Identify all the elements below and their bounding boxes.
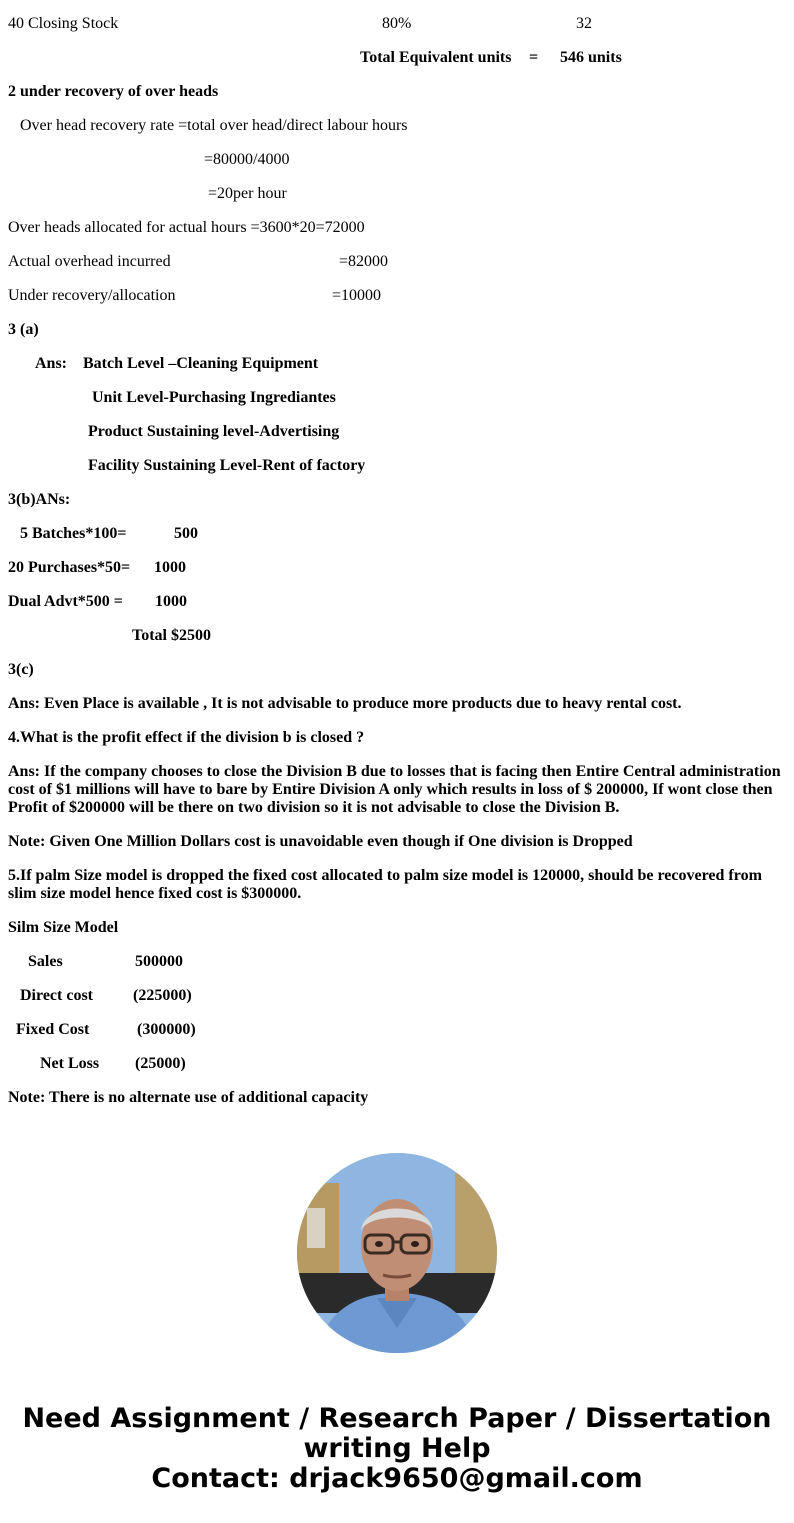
q2-heading: 2 under recovery of over heads [8,83,219,100]
q5-model-title: Silm Size Model [8,919,119,936]
author-photo [297,1153,497,1353]
q3b-row-label: 20 Purchases*50= [8,559,131,576]
q2-under-value: =10000 [332,287,382,304]
q5-note: Note: There is no alternate use of additional capacity [8,1089,369,1106]
q3b-heading: 3(b)ANs: [8,491,71,508]
q3a-item: Facility Sustaining Level-Rent of factory [88,457,366,474]
q4-note: Note: Given One Million Dollars cost is unavoidable even though if One division is Dropped [8,833,633,850]
q3a-ans-label: Ans: [35,355,68,372]
q3b-row-value: 1000 [154,559,186,576]
q2-calc-2: =20per hour [208,185,287,202]
q5-row-label: Fixed Cost [16,1021,90,1038]
portrait-icon [297,1153,497,1353]
closing-stock-units: 32 [576,15,592,32]
q4-question: 4.What is the profit effect if the division b is closed ? [8,729,365,746]
q3c-answer: Ans: Even Place is available , It is not advisable to produce more products due to heavy rental cost. [8,695,682,712]
q5-row-value: (225000) [133,987,192,1004]
promo-contact: Contact: drjack9650@gmail.com [151,1463,643,1494]
q3a-item: Unit Level-Purchasing Ingrediantes [92,389,336,406]
q2-rate-line: Over head recovery rate =total over head/direct labour hours [20,117,408,134]
q4-answer: Ans: If the company chooses to close the Division B due to losses that is facing then Entire Central administration cost of $1 millions will have to bare by Entire Division A only which results in loss of $ 200000, If wont close then Profit of $200000 will be there on two division so it is not advisable to close the Division B. [8,763,781,816]
q3b-row-value: 1000 [155,593,187,610]
q2-under-label: Under recovery/allocation [8,287,176,304]
q2-calc-1: =80000/4000 [204,151,290,168]
q5-row-label: Direct cost [20,987,93,1004]
q2-allocated: Over heads allocated for actual hours =3600*20=72000 [8,219,365,236]
q5-text: 5.If palm Size model is dropped the fixed cost allocated to palm size model is 120000, should be recovered from slim size model hence fixed cost is $300000. [8,867,762,902]
q3c-heading: 3(c) [8,661,34,678]
q3b-row-label: Dual Advt*500 = [8,593,123,610]
promo-line-1: Need Assignment / Research Paper / Dissertation [22,1403,772,1434]
promo-line-2: writing Help [303,1433,491,1464]
q5-row-value: 500000 [135,953,183,970]
q5-row-label: Sales [28,953,63,970]
q5-row-label: Net Loss [40,1055,100,1072]
q5-row-value: (25000) [135,1055,186,1072]
q3b-row-label: 5 Batches*100= [20,525,127,542]
q5-row-value: (300000) [137,1021,196,1038]
q3b-total: Total $2500 [132,627,211,644]
q2-actual-label: Actual overhead incurred [8,253,171,270]
total-equiv-label: Total Equivalent units [360,49,512,66]
closing-stock-percent: 80% [382,15,412,32]
q2-actual-value: =82000 [339,253,389,270]
total-equiv-eq: = [529,49,539,66]
q3b-row-value: 500 [174,525,198,542]
q3a-item: Product Sustaining level-Advertising [88,423,340,440]
closing-stock-label: 40 Closing Stock [8,15,119,32]
q3a-heading: 3 (a) [8,321,39,338]
q3a-item: Batch Level –Cleaning Equipment [83,355,319,372]
total-equiv-value: 546 units [560,49,622,66]
